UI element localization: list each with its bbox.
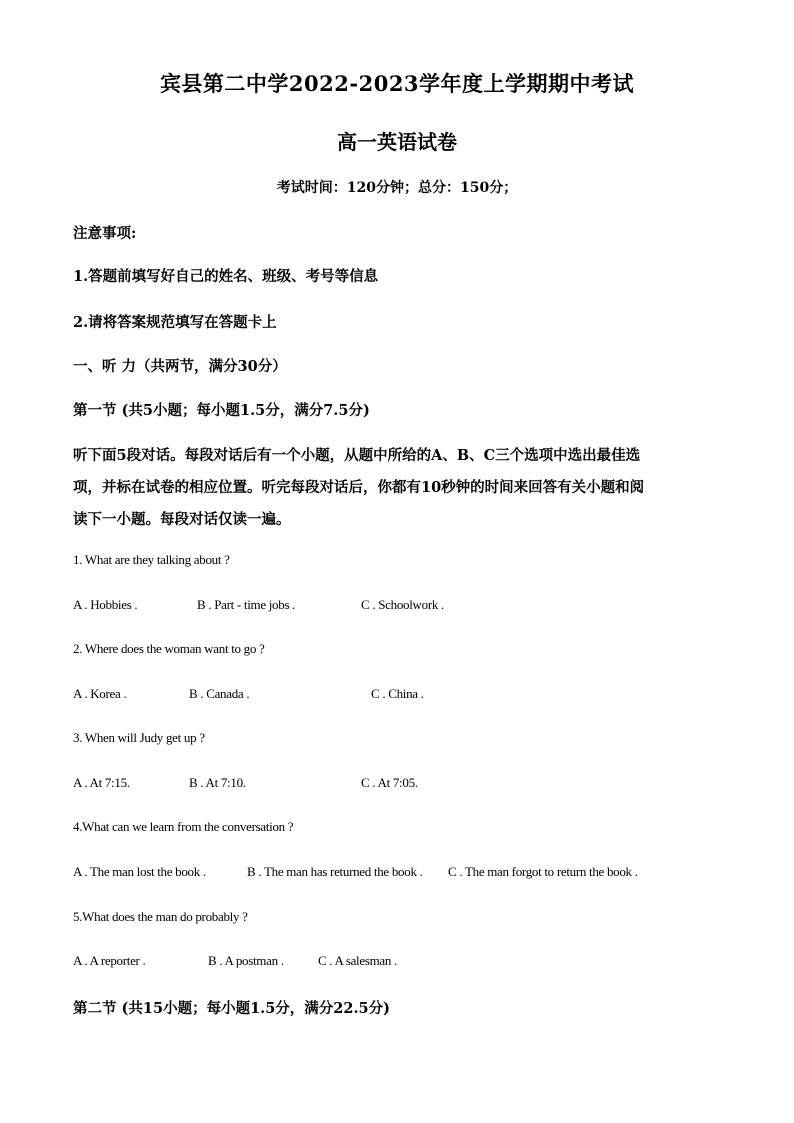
question-4-text: 4.What can we learn from the conversation ? [73,819,294,834]
exam-time-info: 考试时间：120分钟；总分：150分； [276,180,518,196]
question-5-text: 5.What does the man do probably ? [73,909,248,924]
question-5-option-a: A . A reporter . [73,953,146,968]
question-3-option-a: A . At 7:15. [73,775,130,790]
question-3-option-b: B . At 7:10. [189,775,246,790]
question-3-text: 3. When will Judy get up ? [73,730,205,745]
question-4-option-b: B . The man has returned the book . [247,864,423,879]
notice-item-1: 1.答题前填写好自己的姓名、班级、考号等信息 [73,268,379,285]
question-4-option-a: A . The man lost the book . [73,864,206,879]
section-listening-heading: 一、听 力（共两节，满分30分） [73,358,287,375]
part2-heading: 第二节 (共15小题；每小题1.5分，满分22.5分) [73,1000,390,1017]
instruction-line-1: 听下面5段对话。每段对话后有一个小题，从题中所给的A、B、C三个选项中选出最佳选 [73,447,641,464]
question-1-option-a: A . Hobbies . [73,597,138,612]
question-2-option-b: B . Canada . [189,686,250,701]
notice-heading: 注意事项: [73,225,137,242]
notice-item-2: 2.请将答案规范填写在答题卡上 [73,314,277,331]
question-5-option-b: B . A postman . [208,953,284,968]
question-2-option-a: A . Korea . [73,686,127,701]
question-1-option-c: C . Schoolwork . [361,597,444,612]
question-5-option-c: C . A salesman . [318,953,397,968]
question-3-option-c: C . At 7:05. [361,775,418,790]
question-2-option-c: C . China . [371,686,424,701]
question-1-option-b: B . Part - time jobs . [197,597,296,612]
exam-title: 宾县第二中学2022-2023学年度上学期期中考试 [159,71,635,96]
question-2-text: 2. Where does the woman want to go ? [73,641,265,656]
instruction-line-2: 项，并标在试卷的相应位置。听完每段对话后，你都有10秒钟的时间来回答有关小题和阅 [73,479,645,496]
question-1-text: 1. What are they talking about ? [73,552,230,567]
instruction-line-3: 读下一小题。每段对话仅读一遍。 [73,511,291,528]
exam-subtitle: 高一英语试卷 [337,130,457,154]
question-4-option-c: C . The man forgot to return the book . [448,864,638,879]
part1-heading: 第一节 (共5小题；每小题1.5分，满分7.5分) [73,402,370,419]
